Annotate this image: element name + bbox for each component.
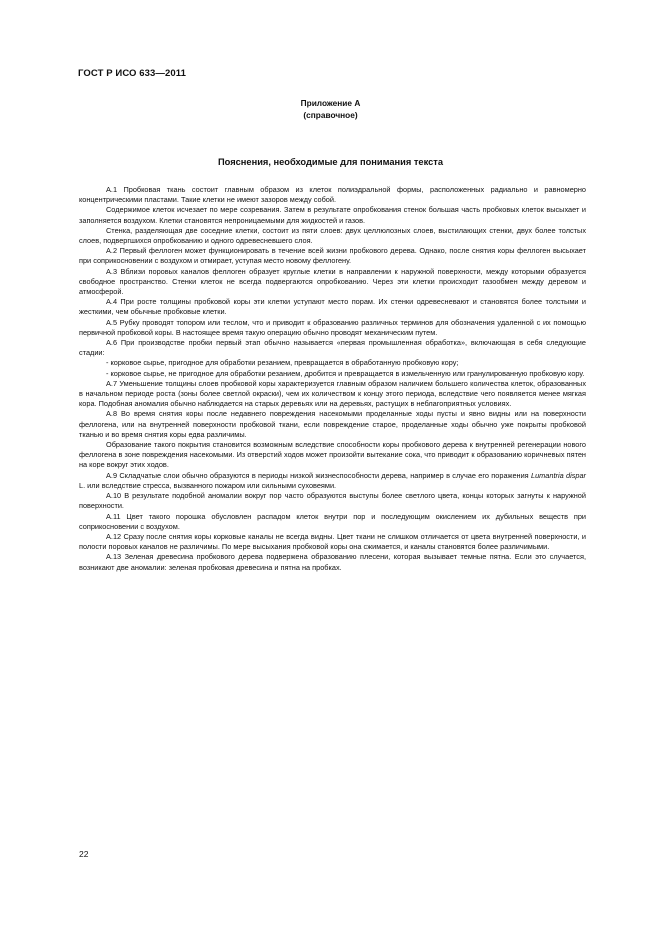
page-number: 22: [79, 849, 89, 859]
annex-type: (справочное): [303, 110, 358, 120]
paragraph-cell-contents: Содержимое клеток исчезает по мере созревания. Затем в результате опробкования стенок большая часть пробковых клеток высыхает и заполняется воздухом. Клетки становятся непроницаемыми для жидкостей и газов.: [79, 205, 586, 225]
paragraph-a9: А.9 Складчатые слои обычно образуются в периоды низкой жизнеспособности дерева, например в случае его поражения Lumantria dispar L. или вследствие стресса, вызванного пожаром или сильными суховеями.: [79, 470, 586, 490]
paragraph-a4: А.4 При росте толщины пробковой коры эти клетки уступают место порам. Их стенки одревесневают и становятся более толстыми и жесткими, чем обычные пробковые клетки.: [79, 297, 586, 317]
paragraph-a10: А.10 В результате подобной аномалии вокруг пор часто образуются выступы более светлого цвета, концы которых загнуты к наружной поверхности.: [79, 491, 586, 511]
list-item: - корковое сырье, не пригодное для обработки резанием, дробится и превращается в измельченную или гранулированную пробковую кору.: [106, 368, 585, 378]
species-name: Lumantria dispar: [531, 470, 586, 480]
paragraph-a5: А.5 Рубку проводят топором или теслом, что и приводит к образованию различных терминов для обозначения удаленной с их помощью первичной пробковой коры. В настоящее время такую операцию обычно проводят механическим путем.: [79, 317, 586, 337]
body-text: [79, 185, 586, 573]
paragraph-cell-wall: Стенка, разделяющая две соседние клетки, состоит из пяти слоев: двух целлюлозных слоев, выстилающих стенки, двух более толстых слоев, подвергшихся опробкованию и одного одревесневшего слоя.: [79, 225, 586, 246]
paragraph-a3: А.3 Вблизи поровых каналов феллоген образует круглые клетки в направлении к наружной поверхности, между которыми образуется свободное пространство. Стенки клеток не всегда подвергаются опробкованию. Через эти клетки происходит газообмен между деревом и атмосферой.: [79, 266, 586, 297]
paragraph-a7: А.7 Уменьшение толщины слоев пробковой коры характеризуется главным образом наличием большего количества клеток, образованных в начальном периоде роста (зоны более светлой окраски), чем их количеством к концу этого периода, вследствие чего появляется менее мягкая кора. Подобная аномалия обычно наблюдается на старых деревьях или на деревьях, растущих в неблагоприятных условиях.: [79, 378, 586, 409]
paragraph-a1: А.1 Пробковая ткань состоит главным образом из клеток полиэдральной формы, расположенных радиально и равномерно концентрическими пластами. Такие клетки не имеют зазоров между собой.: [79, 185, 586, 205]
annex-heading: [0, 97, 661, 121]
list-item: - корковое сырье, пригодное для обработки резанием, превращается в обработанную пробковую кору;: [106, 358, 459, 368]
paragraph-a11: А.11 Цвет такого порошка обусловлен распадом клеток внутри пор и последующим окислением их дубильных веществ при соприкосновении с воздухом.: [79, 511, 586, 531]
annex-title: Приложение А: [300, 98, 361, 108]
document-header: ГОСТ Р ИСО 633—2011: [78, 68, 187, 79]
paragraph-a8: А.8 Во время снятия коры после недавнего повреждения насекомыми проделанные ходы пусты и явно видны или на поверхности феллогена, или на внутренней поверхности пробковой ткани, если повреждение старое, проделанные ходы обычно уже покрыты пробковой тканью и во время снятия коры едва различимы.: [79, 409, 586, 439]
paragraph-a6: А.6 При производстве пробки первый этап обычно называется «первая промышленная обработка», включающая в себя следующие стадии:: [79, 338, 586, 358]
paragraph-a12: А.12 Сразу после снятия коры корковые каналы не всегда видны. Цвет ткани не слишком отличается от цвета внутренней поверхности, и полости поровых каналов не различимы. По мере высыхания пробковой коры она сжимается, и каналы становятся более различимыми.: [79, 531, 586, 552]
section-title: Пояснения, необходимые для понимания текста: [217, 157, 444, 167]
paragraph-a2: А.2 Первый феллоген может функционировать в течение всей жизни пробкового дерева. Однако, после снятия коры феллоген высыхает при соприкосновении с воздухом и отмирает, уступая место новому феллогену.: [79, 246, 586, 266]
paragraph-regeneration: Образование такого покрытия становится возможным вследствие способности коры пробкового дерева к внутренней регенерации нового феллогена в зоне повреждения насекомыми. Из отверстий ходов может произойти вытекание сока, что приводит к образованию коричневых пятен на коре вокруг этих ходов.: [79, 440, 586, 470]
paragraph-a13: А.13 Зеленая древесина пробкового дерева подвержена образованию плесени, которая вызывает темные пятна. Если это случается, возникают две аномалии: зеленая пробковая древесина и пятна на пробках.: [79, 552, 586, 572]
